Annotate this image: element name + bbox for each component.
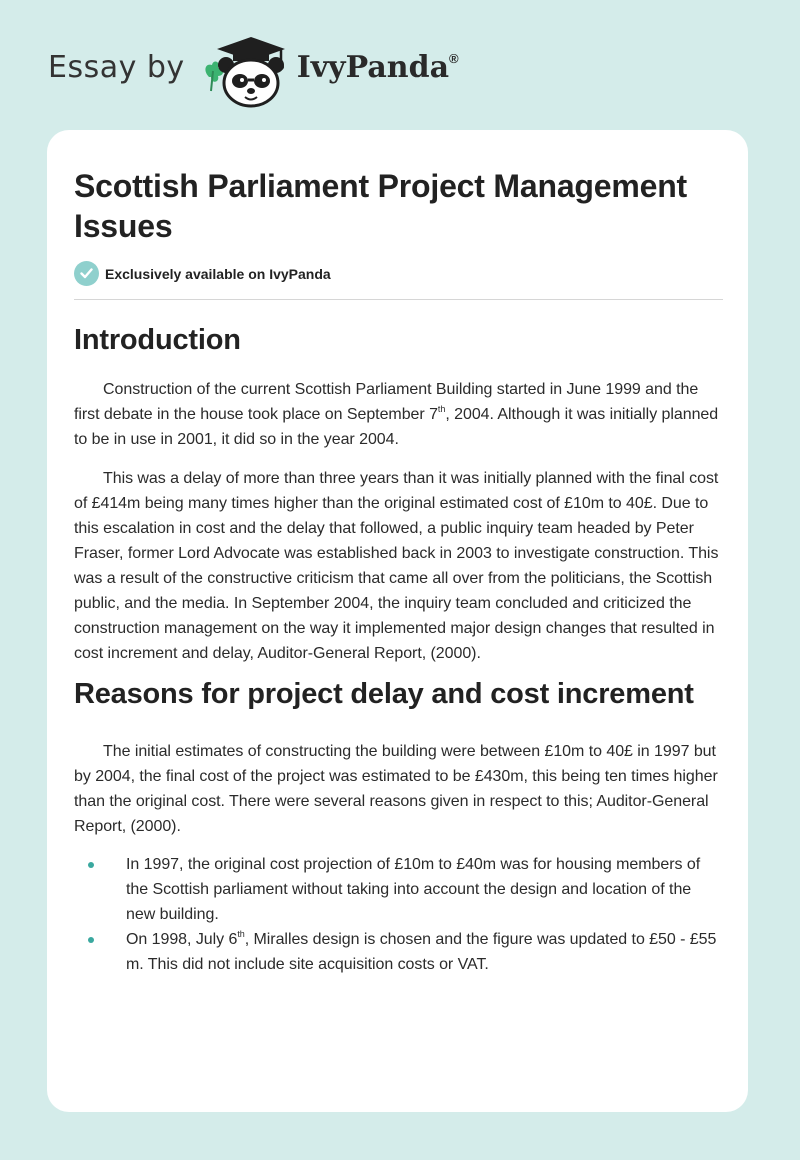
bullet-icon: [88, 937, 94, 943]
exclusive-badge: [74, 261, 722, 286]
superscript: th: [437, 404, 446, 414]
bullet-list: [74, 852, 722, 977]
registered-mark: ®: [449, 50, 459, 66]
list-item: [74, 927, 722, 977]
paragraph-text: , 2004. Although it was initially planned to be in use in 2001, it did so in the year 2004.: [74, 406, 719, 448]
divider: [74, 299, 723, 300]
section-heading-reasons: Reasons for project delay and cost increment: [74, 678, 694, 710]
superscript: th: [237, 929, 245, 939]
brand-name[interactable]: [297, 50, 459, 85]
section-heading-introduction: Introduction: [74, 324, 241, 356]
list-item-text: , Miralles design is chosen and the figure was updated to £50 - £55 m. This did not include site acquisition costs or VAT.: [126, 931, 717, 973]
list-item-text: On 1998, July 6: [126, 931, 238, 948]
bullet-icon: [88, 862, 94, 868]
paragraph: This was a delay of more than three years than it was initially planned with the final cost of £414m being many times higher than the original estimated cost of £10m to 40£. Due to this escalation in cost and the delay that followed, a public inquiry team headed by Peter Fraser, former Lord Advocate was established back in 2003 to investigate construction. This was a result of the constructive criticism that came all over from the politicians, the Scottish public, and the media. In September 2004, the inquiry team concluded and criticized the construction management on the way it implemented major design changes that resulted in cost increment and delay, Auditor-General Report, (2000).: [74, 470, 719, 662]
paragraph-text: Construction of the current Scottish Parliament Building started in June 1999 and the first debate in the house took place on September 7: [74, 381, 699, 423]
essay-by-label: Essay by: [48, 49, 185, 85]
check-icon: [74, 261, 99, 286]
ivypanda-logo-icon[interactable]: [199, 31, 293, 109]
paragraph: [74, 377, 722, 452]
article-card: [47, 130, 748, 1112]
list-item: [74, 852, 722, 927]
brand-label: IvyPanda: [296, 49, 450, 85]
page-title: Scottish Parliament Project Management Issues: [74, 168, 688, 244]
list-item-text: In 1997, the original cost projection of £10m to £40m was for housing members of the Scottish parliament without taking into account the design and location of the new building.: [126, 856, 701, 923]
paragraph: The initial estimates of constructing the building were between £10m to 40£ in 1997 but by 2004, the final cost of the project was estimated to be £430m, this being ten times higher than the original cost. There were several reasons given in respect to this; Auditor-General Report, (2000).: [74, 743, 718, 835]
exclusive-label: Exclusively available on IvyPanda: [105, 265, 331, 282]
site-header: [48, 30, 459, 110]
